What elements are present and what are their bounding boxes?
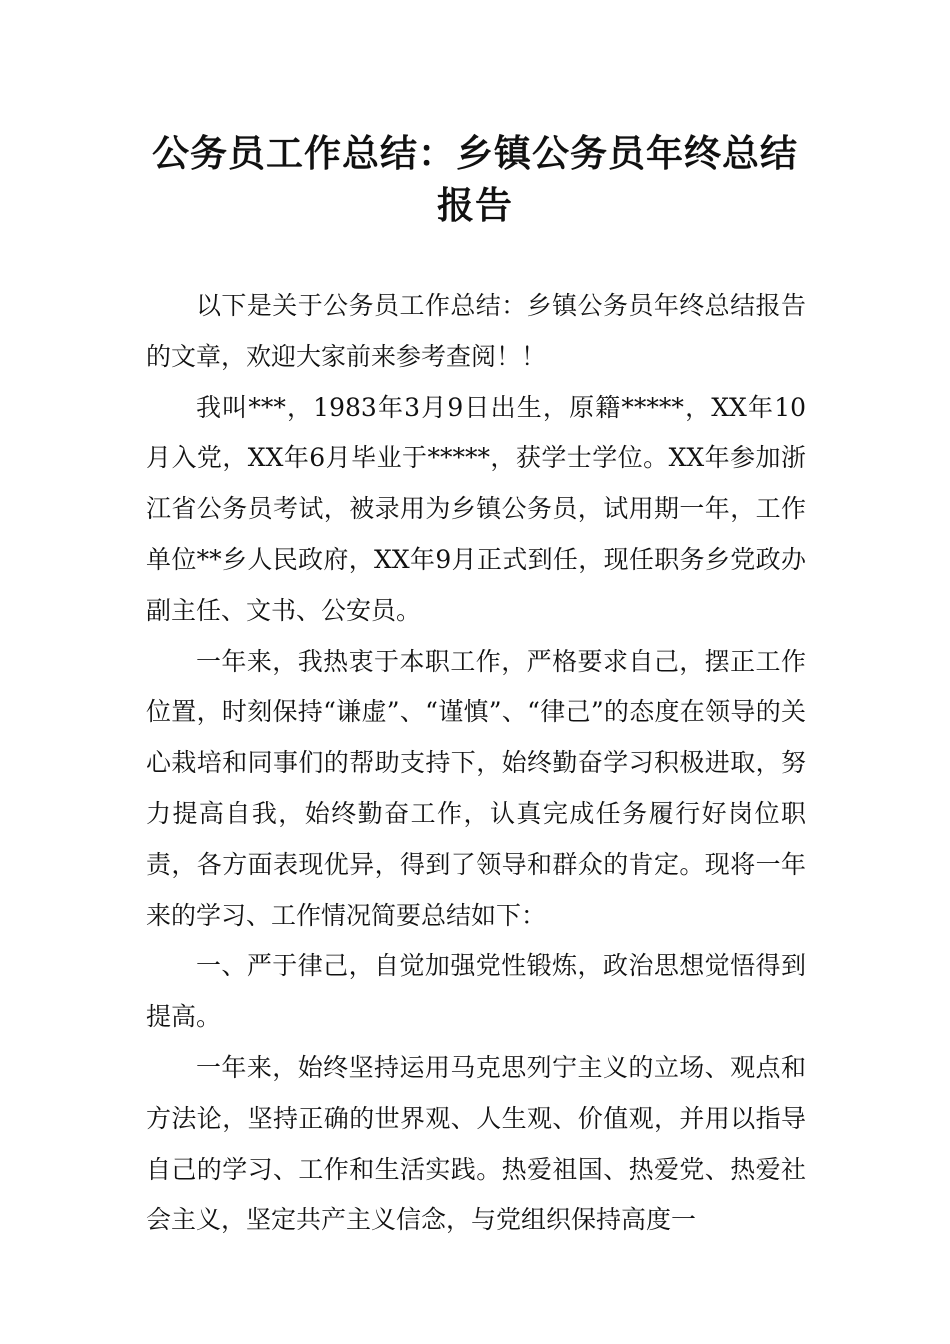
- document-title: 公务员工作总结：乡镇公务员年终总结报告: [152, 132, 798, 227]
- paragraph-intro: 以下是关于公务员工作总结：乡镇公务员年终总结报告的文章，欢迎大家前来参考查阅！！: [146, 291, 806, 371]
- document-body: [146, 281, 806, 1246]
- paragraph-personal-info: 我叫***，1983年3月9日出生，原籍*****，XX年10月入党，XX年6月毕业于*****，获学士学位。XX年参加浙江省公务员考试，被录用为乡镇公务员，试用期一年，工作单位**乡人民政府，XX年9月正式到任，现任职务乡党政办副主任、文书、公安员。: [146, 392, 806, 625]
- paragraph-overview: 一年来，我热衷于本职工作，严格要求自己，摆正工作位置，时刻保持“谦虚”、“谨慎”、“律己”的态度在领导的关心栽培和同事们的帮助支持下，始终勤奋学习积极进取，努力提高自我，始终勤奋工作，认真完成任务履行好岗位职责，各方面表现优异，得到了领导和群众的肯定。现将一年来的学习、工作情况简要总结如下：: [146, 646, 806, 930]
- paragraph-section-1: 一年来，始终坚持运用马克思列宁主义的立场、观点和方法论，坚持正确的世界观、人生观、价值观，并用以指导自己的学习、工作和生活实践。热爱祖国、热爱党、热爱社会主义，坚定共产主义信念，与党组织保持高度一: [146, 1052, 806, 1235]
- section-heading-1: 一、严于律己，自觉加强党性锻炼，政治思想觉悟得到提高。: [146, 951, 806, 1032]
